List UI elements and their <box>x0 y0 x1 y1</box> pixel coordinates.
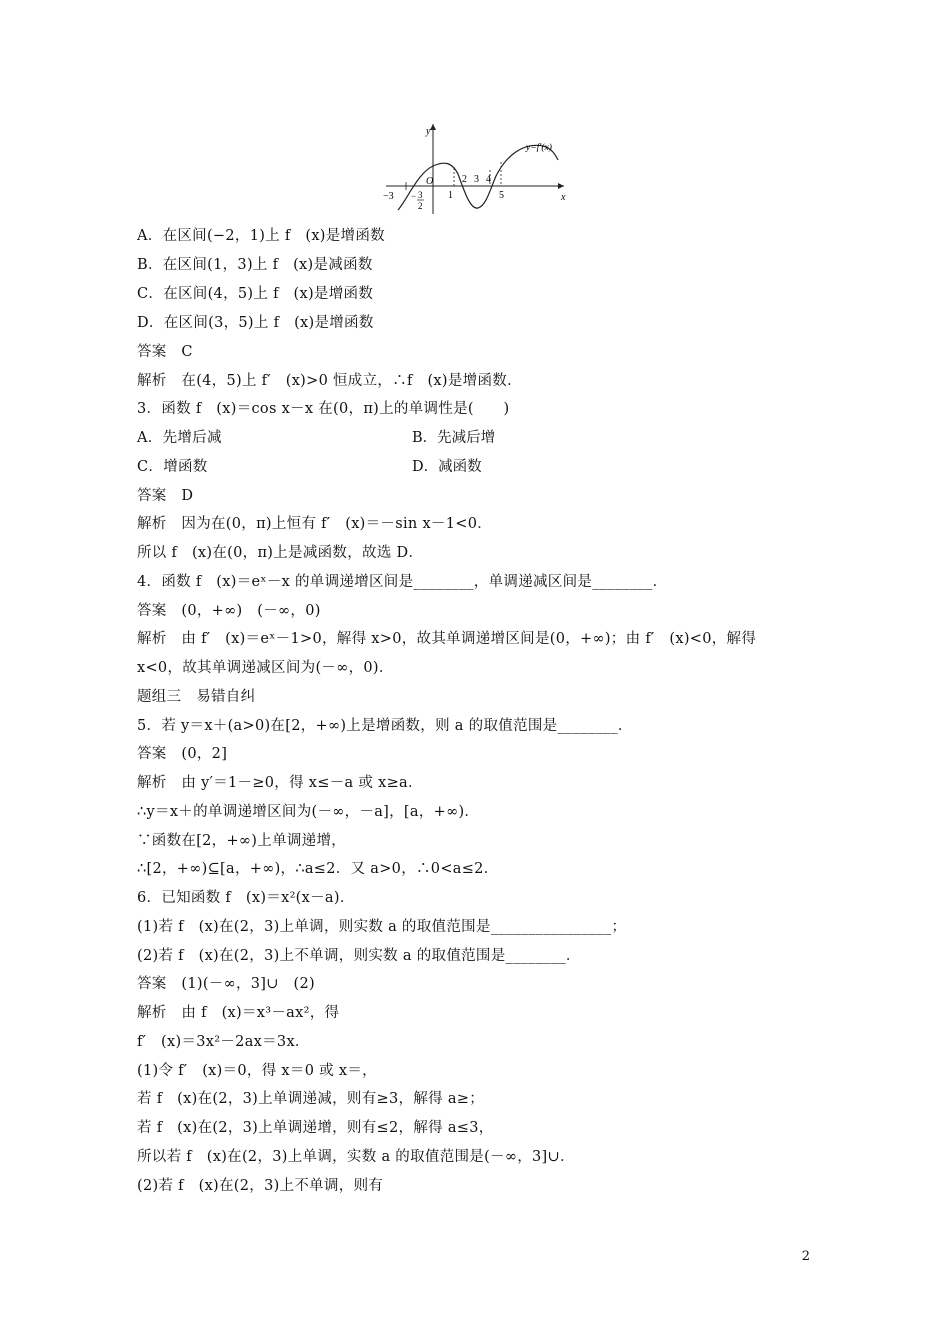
y-axis-label: y <box>426 126 431 137</box>
q3-answer: 答案 D <box>137 488 194 504</box>
tick-label-2: 2 <box>462 174 467 185</box>
question-4: 4．函数 f (x)＝eˣ－x 的单调递增区间是________，单调递减区间是________． <box>137 574 668 590</box>
tick-label-minus-sign: − <box>411 191 417 201</box>
option-d-line: D．在区间(3，5)上 f (x)是增函数 <box>137 315 374 331</box>
question-6: 6．已知函数 f (x)＝x²(x－a)． <box>137 890 355 906</box>
q5-analysis-3: ∵函数在[2，+∞)上单调递增， <box>137 833 347 849</box>
x-axis-arrow-icon <box>558 183 564 189</box>
tick-label-3: 3 <box>474 174 479 185</box>
q6-analysis-4: 若 f (x)在(2，3)上单调递减，则有≥3，解得 a≥； <box>137 1091 485 1107</box>
origin-label: O <box>426 176 434 187</box>
page-number: 2 <box>801 1249 810 1264</box>
q4-answer: 答案 (0，+∞) (－∞，0) <box>137 603 321 619</box>
analysis-line: 解析 在(4，5)上 f′ (x)>0 恒成立，∴f (x)是增函数． <box>137 373 522 389</box>
tick-label-fraction-den: 2 <box>418 201 423 211</box>
question-3: 3．函数 f (x)＝cos x－x 在(0，π)上的单调性是( ) <box>137 401 510 417</box>
q6-part-2: (2)若 f (x)在(2，3)上不单调，则实数 a 的取值范围是________． <box>137 948 581 964</box>
q3-option-d: D．减函数 <box>412 459 482 475</box>
x-axis-label: x <box>561 192 566 203</box>
q6-analysis-5: 若 f (x)在(2，3)上单调递增，则有≤2，解得 a≤3， <box>137 1120 494 1136</box>
curve-label: y=f′(x) <box>526 143 552 153</box>
q6-part-1: (1)若 f (x)在(2，3)上单调，则实数 a 的取值范围是________________； <box>137 919 627 935</box>
q5-analysis-4: ∴[2，+∞)⊆[a，+∞)，∴a≤2．又 a>0，∴0<a≤2． <box>137 861 499 877</box>
question-5: 5．若 y＝x＋(a>0)在[2，+∞)上是增函数，则 a 的取值范围是________． <box>137 718 633 734</box>
tick-label-4: 4 <box>486 174 491 185</box>
option-c-line: C．在区间(4，5)上 f (x)是增函数 <box>137 286 374 302</box>
derivative-graph-figure <box>378 118 570 216</box>
q3-option-a: A．先增后减 <box>137 430 222 446</box>
q3-analysis-cont: 所以 f (x)在(0，π)上是减函数，故选 D． <box>137 545 424 561</box>
q6-analysis-3: (1)令 f′ (x)＝0，得 x＝0 或 x＝， <box>137 1063 377 1079</box>
q4-analysis: 解析 由 f′ (x)＝eˣ－1>0，解得 x>0，故其单调递增区间是(0，+∞)；由 f′ (x)<0，解得 <box>137 631 757 647</box>
q3-option-b: B．先减后增 <box>412 430 496 446</box>
q6-answer: 答案 (1)(－∞，3]∪ (2) <box>137 976 315 992</box>
option-a-line: A．在区间(−2，1)上 f (x)是增函数 <box>137 228 385 244</box>
q5-analysis-2: ∴y＝x＋的单调递增区间为(－∞，－a]，[a，+∞)． <box>137 804 480 820</box>
tick-label-1: 1 <box>448 190 453 201</box>
option-b-line: B．在区间(1，3)上 f (x)是减函数 <box>137 257 373 273</box>
section-heading: 题组三 易错自纠 <box>137 689 256 705</box>
q3-analysis: 解析 因为在(0，π)上恒有 f′ (x)＝－sin x－1<0． <box>137 516 493 532</box>
y-axis-arrow-icon <box>430 124 436 130</box>
q5-analysis: 解析 由 y′＝1－≥0，得 x≤－a 或 x≥a． <box>137 775 423 791</box>
q3-option-c: C．增函数 <box>137 459 208 475</box>
q5-answer: 答案 (0，2] <box>137 746 228 762</box>
q6-analysis-2: f′ (x)＝3x²－2ax＝3x． <box>137 1034 310 1050</box>
q6-analysis-6: 所以若 f (x)在(2，3)上单调，实数 a 的取值范围是(－∞，3]∪． <box>137 1149 575 1165</box>
q6-analysis-7: (2)若 f (x)在(2，3)上不单调，则有 <box>137 1178 384 1194</box>
tick-label-minus3: −3 <box>383 191 394 202</box>
answer-line: 答案 C <box>137 344 193 360</box>
tick-label-fraction-num: 3 <box>418 190 423 200</box>
q4-analysis-cont: x<0，故其单调递减区间为(－∞，0)． <box>137 660 394 676</box>
q6-analysis: 解析 由 f (x)＝x³－ax²，得 <box>137 1005 340 1021</box>
tick-label-5: 5 <box>499 190 504 201</box>
